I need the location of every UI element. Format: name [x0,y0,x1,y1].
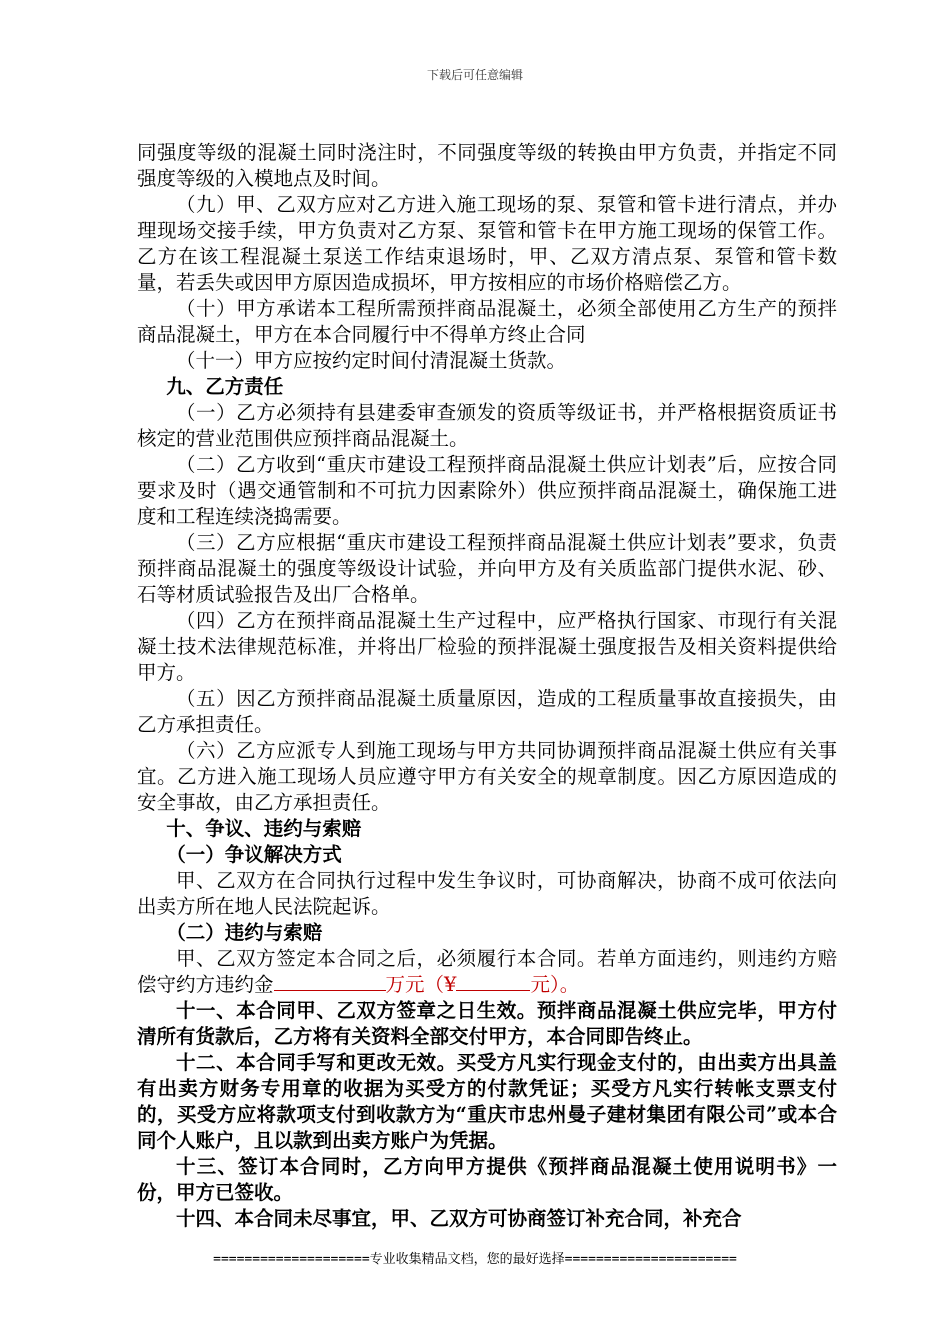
clause-paragraph: 十一、本合同甲、乙双方签章之日生效。预拌商品混凝土供应完毕，甲方付清所有货款后，乙方将有关资料全部交付甲方，本合同即告终止。 [137,999,837,1048]
paragraph: （九）甲、乙双方应对乙方进入施工现场的泵、泵管和管卡进行清点，并办理现场交接手续，甲方负责对乙方泵、泵管和管卡在甲方施工现场的保管工作。乙方在该工程混凝土泵送工作结束退场时，甲、乙双方清点泵、泵管和管卡数量，若丢失或因甲方原因造成损坏，甲方按相应的市场价格赔偿乙方。 [137,193,837,294]
paragraph: （三）乙方应根据“重庆市建设工程预拌商品混凝土供应计划表”要求，负责预拌商品混凝土的强度等级设计试验，并向甲方及有关质监部门提供水泥、砂、石等材质试验报告及出厂合格单。 [137,531,837,606]
penalty-unit-yuan: 元）。 [530,973,580,996]
page-header: 下载后可任意编辑 [426,68,523,82]
section-heading: 九、乙方责任 [166,375,284,398]
paragraph: 甲、乙双方在合同执行过程中发生争议时，可协商解决，协商不成可依法向出卖方所在地人民法院起诉。 [137,869,837,918]
section-heading: 十、争议、违约与索赔 [166,817,362,840]
paragraph: （二）乙方收到“重庆市建设工程预拌商品混凝土供应计划表”后，应按合同要求及时（遇交通管制和不可抗力因素除外）供应预拌商品混凝土，确保施工进度和工程连续浇捣需要。 [137,453,837,528]
clause-paragraph: 十四、本合同未尽事宜，甲、乙双方可协商签订补充合同，补充合 [176,1207,742,1230]
paragraph: （一）乙方必须持有县建委审查颁发的资质等级证书，并严格根据资质证书核定的营业范围供应预拌商品混凝土。 [137,401,837,450]
document-body [137,140,837,1232]
paragraph: （十）甲方承诺本工程所需预拌商品混凝土，必须全部使用乙方生产的预拌商品混凝土，甲方在本合同履行中不得单方终止合同 [137,297,837,346]
subsection-heading: （一）争议解决方式 [166,843,342,866]
paragraph: （六）乙方应派专人到施工现场与甲方共同协调预拌商品混凝土供应有关事宜。乙方进入施工现场人员应遵守甲方有关安全的规章制度。因乙方原因造成的安全事故，由乙方承担责任。 [137,739,837,814]
paragraph: （十一）甲方应按约定时间付清混凝土货款。 [176,349,567,372]
penalty-amount-blank[interactable] [274,972,386,991]
paragraph: （五）因乙方预拌商品混凝土质量原因，造成的工程质量事故直接损失，由乙方承担责任。 [137,687,837,736]
clause-paragraph: 十二、本合同手写和更改无效。买受方凡实行现金支付的，由出卖方出具盖有出卖方财务专用章的收据为买受方的付款凭证；买受方凡实行转帐支票支付的，买受方应将款项支付到收款方为“重庆市忠州曼子建材集团有限公司”或本合同个人账户，且以款到出卖方账户为凭据。 [137,1051,837,1152]
penalty-paragraph [137,946,837,998]
paragraph: （四）乙方在预拌商品混凝土生产过程中，应严格执行国家、市现行有关混凝土技术法律规范标准，并将出厂检验的预拌混凝土强度报告及相关资料提供给甲方。 [137,609,837,684]
penalty-yuan-blank[interactable] [456,972,530,991]
clause-paragraph: 十三、签订本合同时，乙方向甲方提供《预拌商品混凝土使用说明书》一份，甲方已签收。 [137,1155,837,1204]
penalty-text: 甲、乙双方签定本合同之后，必须履行本合同。若单方面违约，则违约方赔偿守约方违约金 [137,947,837,996]
penalty-unit-wan: 万元（¥ [385,973,457,996]
subsection-heading: （二）违约与索赔 [166,921,323,944]
paragraph: 同强度等级的混凝土同时浇注时，不同强度等级的转换由甲方负责，并指定不同强度等级的入模地点及时间。 [137,141,837,190]
page-footer: ====================专业收集精品文档，您的最好选择====================== [213,1252,737,1267]
